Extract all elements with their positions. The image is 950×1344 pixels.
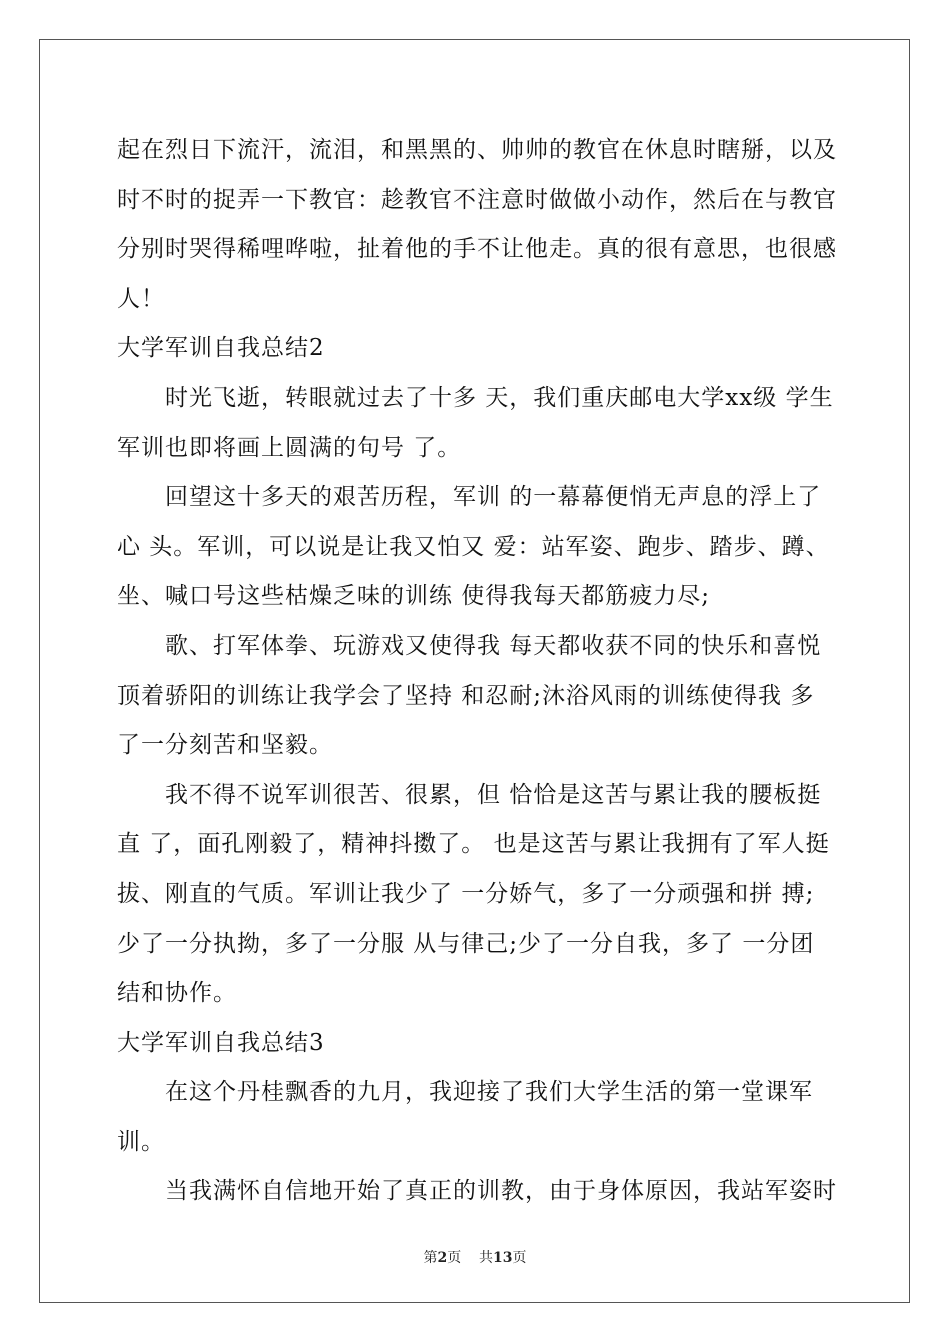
- paragraph: 当我满怀自信地开始了真正的训教，由于身体原因，我站军姿时: [165, 1178, 837, 1205]
- document-body: [117, 126, 837, 1217]
- page-suffix: 页: [447, 1250, 462, 1266]
- paragraph: 回望这十多天的艰苦历程，军训 的一幕幕便悄无声息的浮上了心 头。军训，可以说是让我又怕又 爱：站军姿、跑步、踏步、蹲、坐、喊口号这些枯燥乏味的训练 使得我每天都筋疲力尽;: [117, 484, 830, 610]
- page-footer: [0, 1247, 950, 1267]
- paragraph-continuation: 起在烈日下流汗，流泪，和黑黑的、帅帅的教官在休息时瞎掰，以及时不时的捉弄一下教官：趁教官不注意时做做小动作，然后在与教官分别时哭得稀哩哗啦，扯着他的手不让他走。真的很有意思，也很感人！: [117, 137, 837, 312]
- section-heading-3: 大学军训自我总结3: [117, 1029, 325, 1056]
- section-heading-2: 大学军训自我总结2: [117, 335, 325, 362]
- total-suffix: 页: [512, 1250, 527, 1266]
- total-pages: 13: [493, 1250, 513, 1266]
- page-number: 2: [437, 1250, 448, 1266]
- paragraph: 时光飞逝，转眼就过去了十多 天，我们重庆邮电大学xx级 学生军训也即将画上圆满的句号 了。: [117, 384, 834, 461]
- paragraph: 在这个丹桂飘香的九月，我迎接了我们大学生活的第一堂课军训。: [117, 1079, 813, 1155]
- paragraph: 我不得不说军训很苦、很累，但 恰恰是这苦与累让我的腰板挺直 了，面孔刚毅了，精神抖擞了。 也是这苦与累让我拥有了军人挺拔、刚直的气质。军训让我少了 一分娇气，多了一分顽强和拼 搏;少了一分执拗，多了一分服 从与律己;少了一分自我，多了 一分团结和协作。: [117, 781, 830, 1007]
- page-prefix: 第: [423, 1250, 438, 1266]
- total-prefix: 共: [479, 1250, 494, 1266]
- paragraph: 歌、打军体拳、玩游戏又使得我 每天都收获不同的快乐和喜悦 顶着骄阳的训练让我学会了坚持 和忍耐;沐浴风雨的训练使得我 多了一分刻苦和坚毅。: [117, 632, 822, 759]
